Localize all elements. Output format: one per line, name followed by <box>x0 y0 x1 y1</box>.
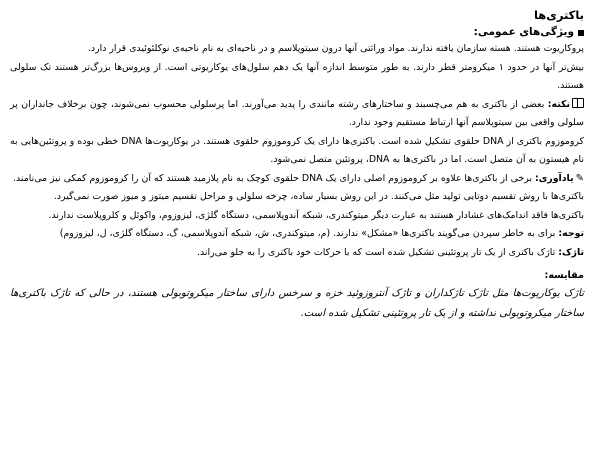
attention-text: برای به خاطر سپردن می‌گویند باکتری‌ها «مشکل» ندارند. (م، میتوکندری، ش، شبکه آندوپلاسمی، گ، دستگاه گلژی، ل، لیزوزوم) <box>59 228 556 239</box>
note-paragraph <box>10 96 584 133</box>
reminder-text: برخی از باکتری‌ها علاوه بر کروموزوم اصلی دارای یک DNA حلقوی کوچک به نام پلازمید هستند که آن را کروموزوم کمکی نیز می‌نامند. <box>12 172 532 184</box>
paragraph-size <box>10 59 584 96</box>
section-heading <box>10 25 584 40</box>
page-title: باکتری‌ها <box>533 8 584 22</box>
paragraph-chromosome <box>10 133 584 170</box>
section-heading-text: ویژگی‌های عمومی: <box>473 26 574 38</box>
compare-heading: مقایسه: <box>544 270 584 281</box>
flagellum-paragraph <box>10 244 584 263</box>
flagellum-label: تاژک: <box>558 246 584 258</box>
paragraph-organelles <box>10 207 584 226</box>
note-text: بعضی از باکتری به هم می‌چسبند و ساختارهای رشته مانندی را پدید می‌آورند. اما پرسلولی محسوب نمی‌شوند، چون برخلاف جانداران پر سلولی واقعی بین سیتوپلاسم آنها ارتباط مستقیم وجود ندارد. <box>10 98 584 128</box>
paragraph-division-text: باکتری‌ها با روش تقسیم دوتایی تولید مثل می‌کنند. در این روش بسیار ساده، چرخه سلولی و مراحل تقسیم میتوز و میوز صورت نمی‌گیرد. <box>53 191 584 202</box>
pencil-icon: ✎ <box>575 172 584 184</box>
paragraph-size-text: بیش‌تر آنها در حدود ۱ میکرومتر قطر دارند. به طور متوسط اندازه آنها یک دهم سلول‌های یوکاریوتی است. از ویروس‌ها بزرگ‌تر هستند تک سلولی هستند. <box>10 61 584 91</box>
compare-text: تاژک یوکاریوت‌ها مثل تاژک تاژکداران و تاژک آنتروزوئید خزه و سرخس دارای ساختار میکروتوبولی هستند، در حالی که تاژک باکتری‌ها ساختار میکروتوبولی نداشته و از یک تار پروتئینی تشکیل شده است. <box>10 288 584 319</box>
compare-paragraph <box>10 284 584 324</box>
attention-paragraph <box>10 225 584 244</box>
paragraph-organelles-text: باکتری‌ها فاقد اندامک‌های غشادار هستند به عبارت دیگر میتوکندری، شبکه آندوپلاسمی، دستگاه گلژی، لیزوزوم، واکوئل و کلروپلاست ندارند. <box>48 209 584 221</box>
flagellum-text: تاژک باکتری از یک تار پروتئینی تشکیل شده است که با حرکات خود باکتری را به جلو می‌راند. <box>196 246 556 258</box>
square-bullet-icon <box>578 30 584 36</box>
book-icon <box>572 98 584 108</box>
paragraph-chromosome-text: کروموزوم باکتری از DNA حلقوی تشکیل شده است. باکتری‌ها دارای یک کروموزوم حلقوی هستند. در یوکاریوت‌ها DNA خطی بوده و پروتئین‌هایی به نام هیستون به آن متصل است. اما در باکتری‌ها به DNA، پروتئین متصل نمی‌شود. <box>10 135 584 165</box>
note-label: نکته: <box>547 98 571 110</box>
paragraph-prokaryote <box>10 40 584 59</box>
attention-label: توجه: <box>558 228 584 239</box>
paragraph-division <box>10 188 584 207</box>
reminder-label: یادآوری: <box>534 172 574 184</box>
paragraph-prokaryote-text: پروکاریوت هستند. هسته سازمان یافته ندارند. مواد وراثتی آنها درون سیتوپلاسم و در ناحیه‌ای به نام ناحیه‌ی نوکلئوئیدی قرار دارد. <box>87 43 584 54</box>
reminder-paragraph <box>10 170 584 189</box>
